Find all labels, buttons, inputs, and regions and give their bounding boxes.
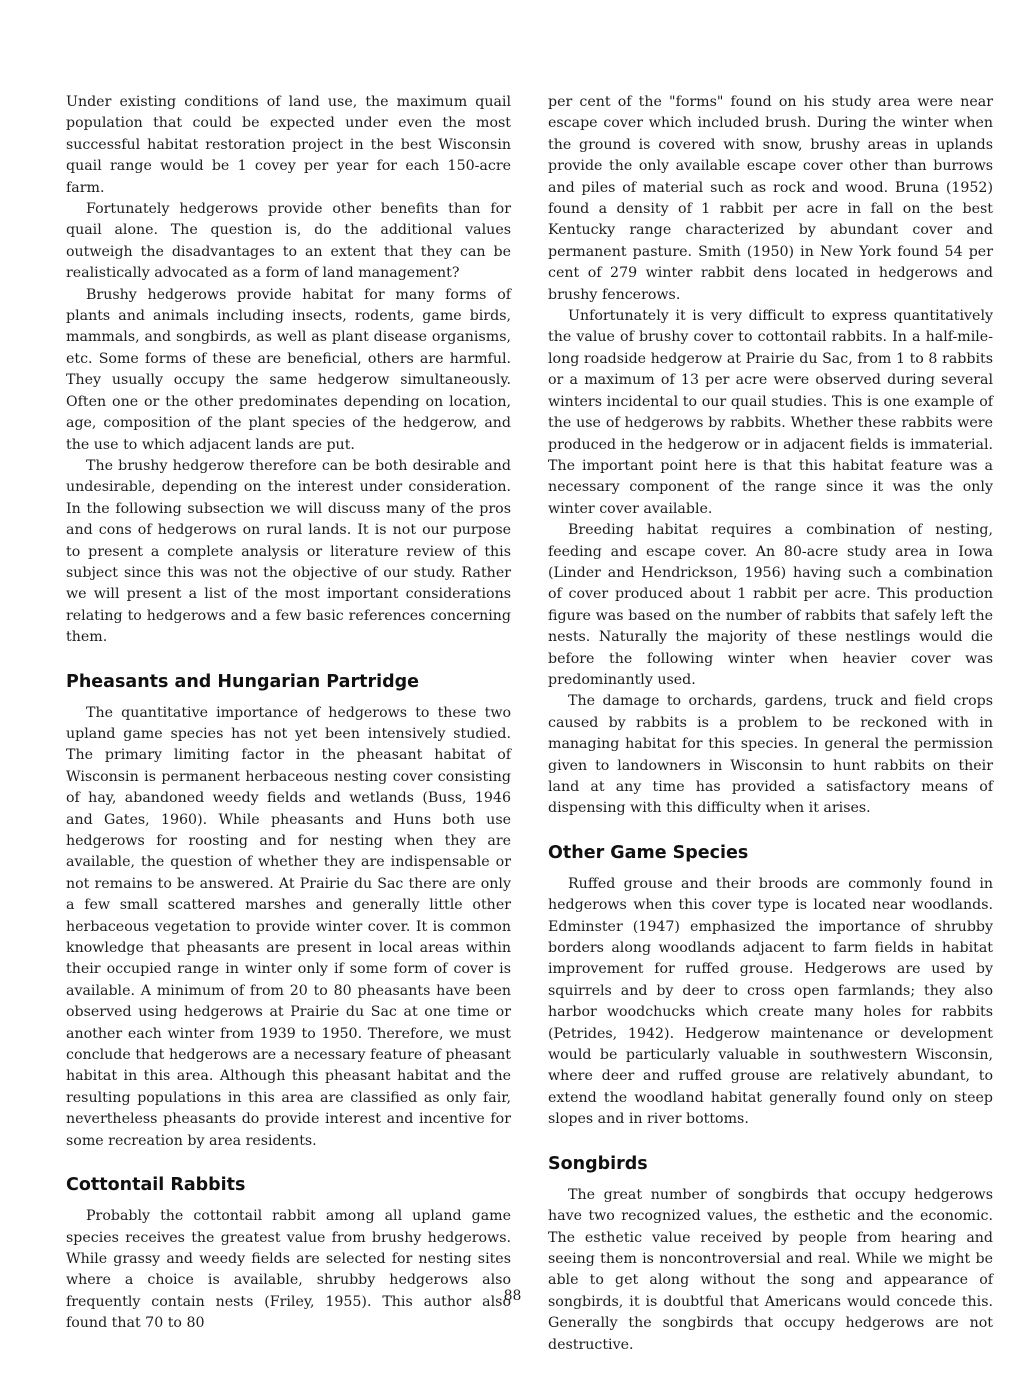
rabbits-continued-paragraph: per cent of the "forms" found on his study area were near escape cover which included brush. During the winter when the ground is covered with snow, brushy areas in uplands provide the only available escape cover other than burrows and piles of material such as rock and wood. Bruna (1952) found a density of 1 rabbit per acre in fall on the best Kentucky range characterized by abundant cover and permanent pasture. Smith (1950) in New York found 54 per cent of 279 winter rabbit dens located in hedgerows and brushy fencerows. <box>548 94 993 303</box>
intro-paragraph: The brushy hedgerow therefore can be both desirable and undesirable, depending on the interest under consideration. In the following subsection we will discuss many of the pros and cons of hedgerows on rural lands. It is not our purpose to present a complete analysis or literature review of this subject since this was not the objective of our study. Rather we will present a list of the most important considerations relating to hedgerows and a few basic references concerning them. <box>66 457 511 646</box>
section-heading-songbirds: Songbirds <box>548 1153 648 1174</box>
left-column <box>66 92 511 1335</box>
section-heading-cottontail-rabbits: Cottontail Rabbits <box>66 1175 246 1196</box>
intro-paragraph: Under existing conditions of land use, the maximum quail population that could be expected under even the most successful habitat restoration project in the best Wisconsin quail range would be 1 covey per year for each 150-acre farm. <box>66 94 511 196</box>
rabbits-paragraph: Unfortunately it is very difficult to express quantitatively the value of brushy cover to cottontail rabbits. In a half-mile-long roadside hedgerow at Prairie du Sac, from 1 to 8 rabbits or a maximum of 13 per acre were observed during several winters incidental to our quail studies. This is one example of the use of hedgerows by rabbits. Whether these rabbits were produced in the hedgerow or in adjacent fields is immaterial. The important point here is that this habitat feature was a necessary component of the range since it was the only winter cover available. <box>548 308 993 517</box>
section-heading-pheasants: Pheasants and Hungarian Partridge <box>66 671 420 692</box>
page-number: 88 <box>503 1288 522 1304</box>
pheasants-paragraph: The quantitative importance of hedgerows to these two upland game species has not yet been intensively studied. The primary limiting factor in the pheasant habitat of Wisconsin is permanent herbaceous nesting cover consisting of hay, abandoned weedy fields and wetlands (Buss, 1946 and Gates, 1960). While pheasants and Huns both use hedgerows for roosting and for nesting when they are available, the question of whether they are indispensable or not remains to be answered. At Prairie du Sac there are only a few small scattered marshes and generally little other herbaceous vegetation to provide winter cover. It is common knowledge that pheasants are present in local areas within their occupied range in winter only if some form of cover is available. A minimum of from 20 to 80 pheasants have been observed using hedgerows at Prairie du Sac at one time or another each winter from 1939 to 1950. Therefore, we must conclude that hedgerows are a necessary feature of pheasant habitat in this area. Although this pheasant habitat and the resulting populations in this area are classified as only fair, nevertheless pheasants do provide interest and incentive for some recreation by area residents. <box>66 704 511 1149</box>
right-column <box>548 92 993 1356</box>
section-heading-other-game-species: Other Game Species <box>548 842 749 863</box>
intro-paragraph: Brushy hedgerows provide habitat for many forms of plants and animals including insects, rodents, game birds, mammals, and songbirds, as well as plant disease organisms, etc. Some forms of these are beneficial, others are harmful. They usually occupy the same hedgerow simultaneously. Often one or the other predominates depending on location, age, composition of the plant species of the hedgerow, and the use to which adjacent lands are put. <box>66 286 511 453</box>
songbirds-paragraph: The great number of songbirds that occupy hedgerows have two recognized values, the esthetic and the economic. The esthetic value received by people from hearing and seeing them is noncontroversial and real. While we might be able to get along without the song and appearance of songbirds, it is doubtful that Americans would concede this. Generally the songbirds that occupy hedgerows are not destructive. <box>548 1186 993 1353</box>
rabbits-paragraph: Breeding habitat requires a combination of nesting, feeding and escape cover. An 80-acre study area in Iowa (Linder and Hendrickson, 1956) having such a combination of cover produced about 1 rabbit per acre. This production figure was based on the number of rabbits that safely left the nests. Naturally the majority of these nestlings would die before the following winter when heavier cover was predominantly used. <box>548 522 993 688</box>
intro-paragraph: Fortunately hedgerows provide other benefits than for quail alone. The question is, do the additional values outweigh the disadvantages to an extent that they can be realistically advocated as a form of land management? <box>66 201 511 282</box>
rabbits-paragraph: The damage to orchards, gardens, truck and field crops caused by rabbits is a problem to be reckoned with in managing habitat for this species. In general the permission given to landowners in Wisconsin to hunt rabbits on their land at any time has provided a satisfactory means of dispensing with this difficulty when it arises. <box>548 693 993 817</box>
other-game-paragraph: Ruffed grouse and their broods are commonly found in hedgerows when this cover type is located near woodlands. Edminster (1947) emphasized the importance of shrubby borders along woodlands adjacent to farm fields in habitat improvement for ruffed grouse. Hedgerows are used by squirrels and by deer to cross open farmlands; they also harbor woodchucks which create many holes for rabbits (Petrides, 1942). Hedgerow maintenance or development would be particularly valuable in southwestern Wisconsin, where deer and ruffed grouse are relatively abundant, to extend the woodland habitat generally found only on steep slopes and in river bottoms. <box>548 875 993 1128</box>
rabbits-paragraph: Probably the cottontail rabbit among all upland game species receives the greatest value from brushy hedgerows. While grassy and weedy fields are selected for nesting sites where a choice is available, shrubby hedgerows also frequently contain nests (Friley, 1955). This author also found that 70 to 80 <box>66 1208 511 1332</box>
